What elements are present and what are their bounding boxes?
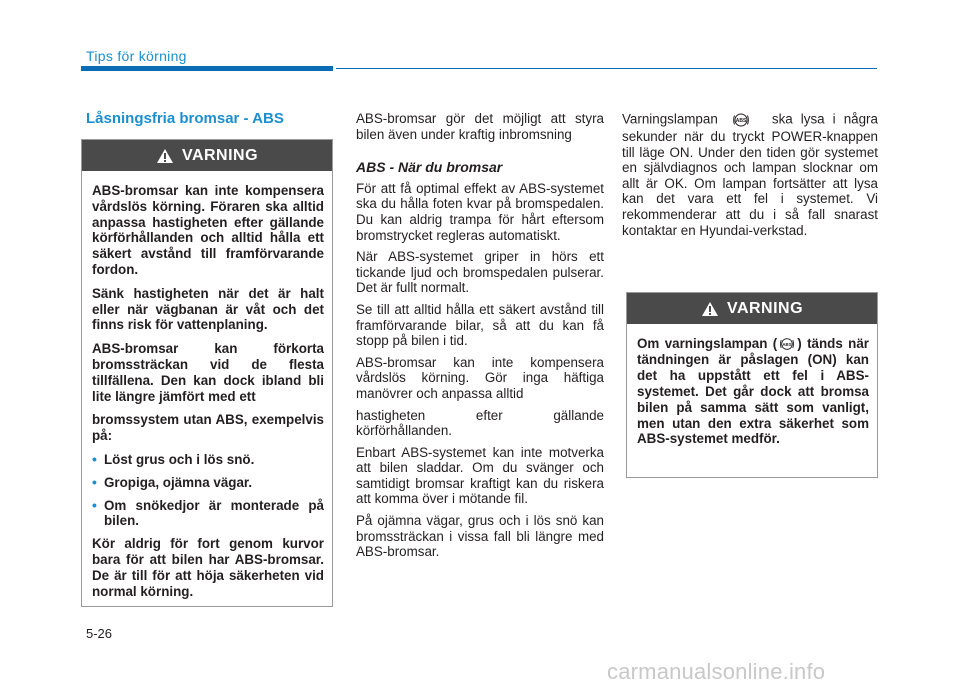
bullet-dot-icon: • — [92, 496, 97, 513]
subsection-title: ABS - När du bromsar — [356, 159, 503, 176]
body-paragraph: Se till att alltid hålla ett säkert avstånd till framförvarande bilar, så att du kan få stopp på bilen i tid. — [356, 301, 604, 349]
warning-triangle-icon — [156, 148, 174, 164]
warning-paragraph: ABS-bromsar kan förkorta bromssträckan vid de flesta tillfällena. Den kan dock ibland bli lite längre jämfört med ett — [92, 341, 324, 404]
abs-lamp-icon — [732, 111, 750, 129]
bullet-dot-icon: • — [92, 473, 97, 490]
body-paragraph: Enbart ABS-systemet kan inte motverka att bilen sladdar. Om du svänger och samtidigt bromsar kraftigt kan du riskera att komma över i mötande fil. — [356, 444, 604, 507]
warning-paragraph: ABS-bromsar kan inte kompensera vårdslös körning. Föraren ska alltid anpassa hastigheten efter gällande körförhållanden och alltid hålla ett säkert avstånd till framförvarande fordon. — [92, 183, 324, 277]
lamp-paragraph: Varningslampan ABS ska lysa i några sekunder när du tryckt POWER-knappen till läge ON. Under den tiden gör systemet en självdiagnos och lampan slocknar om allt är OK. Om lampan fortsätter att lysa kan det vara ett fel i systemet. Vi rekommenderar att du i så fall snarast kontaktar en Hyundai-verkstad. — [622, 111, 878, 238]
warning-paragraph: Kör aldrig för fort genom kurvor bara för att bilen har ABS-bromsar. De är till för att höja säkerheten vid normal körning. — [92, 536, 324, 599]
header-bar — [81, 66, 333, 71]
right-column — [622, 111, 878, 244]
warning-label: VARNING — [181, 146, 259, 164]
warning-body — [627, 324, 877, 457]
warning-triangle-icon — [701, 301, 719, 317]
svg-text:ABS: ABS — [735, 118, 747, 124]
page-number: 5-26 — [86, 626, 113, 641]
header-title: Tips för körning — [86, 48, 187, 64]
warning-box-abs — [81, 139, 333, 607]
warning-header — [627, 293, 877, 324]
body-paragraph: När ABS-systemet griper in hörs ett tickande ljud och bromspedalen pulserar. Det är fullt normalt. — [356, 249, 604, 296]
warning-box-lamp — [626, 292, 878, 478]
warning-paragraph: bromssystem utan ABS, exempelvis på: — [92, 412, 324, 444]
body-paragraph: ABS-bromsar kan inte kompensera vårdslös körning. Gör inga häftiga manövrer och anpassa alltid — [356, 354, 604, 401]
bullet-item: • Löst grus och i lös snö. — [92, 450, 255, 467]
warning-label: VARNING — [726, 299, 804, 317]
svg-text:ABS: ABS — [782, 342, 792, 348]
bullet-dot-icon: • — [92, 450, 97, 467]
abs-lamp-icon — [779, 336, 795, 352]
intro-paragraph: ABS-bromsar gör det möjligt att styra bilen även under kraftig inbromsning — [356, 111, 604, 142]
warning-paragraph: Sänk hastigheten när det är halt eller när vägbanan är våt och det finns risk för vattenplaning. — [92, 285, 324, 333]
body-paragraph: På ojämna vägar, grus och i lös snö kan bromssträckan i vissa fall bli längre med ABS-bromsar. — [356, 513, 604, 560]
watermark: carmanualsonline.info — [607, 659, 826, 684]
bullet-item: • Om snökedjor är monterade på bilen. — [92, 496, 324, 529]
body-paragraph: För att få optimal effekt av ABS-systemet ska du hålla foten kvar på bromspedalen. Du kan aldrig trampa för hårt eftersom bromstrycket regleras automatiskt. — [356, 180, 604, 243]
warning-body — [82, 171, 332, 609]
warning-header — [82, 140, 332, 171]
header-line — [336, 68, 877, 69]
body-paragraph: hastigheten efter gällande körförhållanden. — [356, 407, 604, 439]
section-title: Låsningsfria bromsar - ABS — [86, 110, 284, 127]
bullet-item: • Gropiga, ojämna vägar. — [92, 473, 253, 490]
middle-column — [356, 111, 604, 566]
warning-paragraph: Om varningslampan ( ABS ) tänds när tändningen är påslagen (ON) kan det ha uppstått ett fel i ABS-systemet. Det går dock att bromsa bilen på samma sätt som vanligt, men utan den extra säkerhet som ABS-systemet medför. — [637, 336, 869, 447]
